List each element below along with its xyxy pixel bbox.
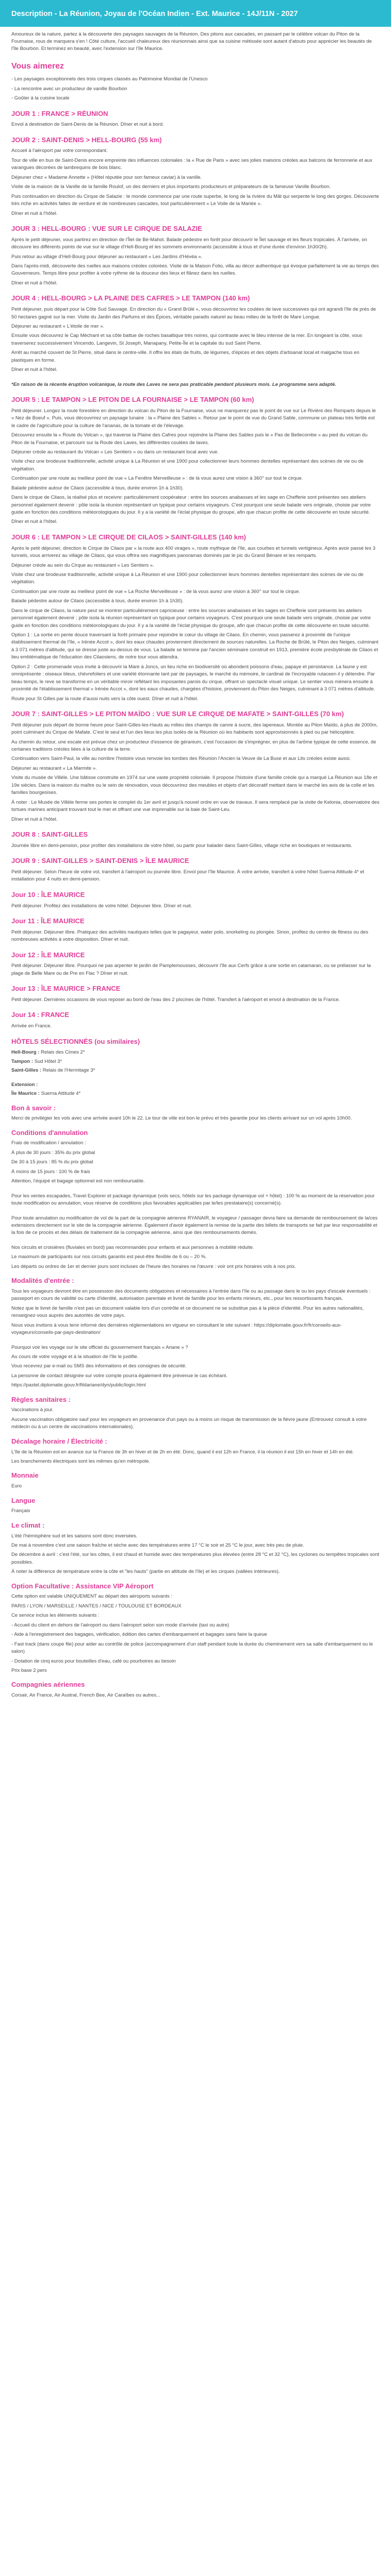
day-paragraph: Dîner et nuit à l'hôtel. [11,210,58,216]
hotels-list [11,1049,380,1097]
day-paragraph: Puis retour au village d'Hell-Bourg pour déjeuner au restaurant « Les Jardins d'Hévéa ». [11,253,203,260]
day-title: JOUR 6 : LE TAMPON > LE CIRQUE DE CILAOS > SAINT-GILLES (140 km) [11,533,246,541]
climat-text: De décembre à avril : c'est l'été, sur les côtes, il est chaud et humide avec des températures plus élevées (entre 28 °C et 32 °C), les cyclones ou tempêtes tropicales sont possibles. [11,1552,379,1565]
climat-text: L'été l'hémisphère sud et les saisons sont donc inversées. [11,1533,138,1539]
day-paragraph: Ensuite vous découvrez le Cap Méchant et sa côte battue de roches basaltique très noires, qui contraste avec le bleu intense de la mer. En longeant la côte, vous traverserez successivement Vincendo, Langevin, St Joseph, Manapany, Petite-Île et la capitale du sud Saint Pierre. [11,333,363,346]
bon-a-savoir-text: Merci de privilégier les vols avec une arrivée avant 10h le 22. Le tour de ville est bon le prévu et très garantie pour les clients arrivant sur un vol après 10h00. [11,1115,352,1122]
conditions-text: À plus de 30 jours : 35% du prix global [11,1149,95,1156]
day-title: JOUR 4 : HELL-BOURG > LA PLAINE DES CAFRES > LE TAMPON (140 km) [11,294,250,302]
assistance-text: Cette option est valable UNIQUEMENT au départ des aéroports suivants : [11,1594,172,1600]
day-paragraph: Déjeuner au restaurant « La Marmite ». [11,765,97,771]
day-paragraph: Petit déjeuner. Selon l'heure de votre vol, transfert à l'aéroport ou journée libre. Envol pour l'île Maurice. À votre arrivée, transfert à votre hôtel Suerna Attitude 4* et installation pour 4 nuits en demi-pension. [11,869,365,883]
day-paragraph: Petit déjeuner. Profitez des installations de votre hôtel. Déjeuner libre. Dîner et nuit. [11,903,192,909]
intro-text: Amoureux de la nature, partez à la découverte des paysages sauvages de la Réunion. Des pitons aux cascades, en passant par le célèbre volcan du Piton de la Fournaise, rous de marquera s'en ! Côté culture, l'accueil chaleureux des réunionnais ainsi que sa cuisine métissée sont autant d'atouts pour apprécier les beautés de l'île Bourbon. Et terminez en beauté, avec l'extension sur l'île Maurice. [11,31,372,52]
page-title: Description - La Réunion, Joyau de l'Océan Indien - Ext. Maurice - 14J/11N - 2027 [11,10,298,18]
day-paragraph: Dans le cirque de Cilaos, la nature peut se montrer particulièrement capricieuse : entre les sources anabasses et les sages en Chefferie sont présents les ateliers personnel également devenir ; pôle isola la réunion représentant un typique pour certains voyageurs. C'est pourquoi une seule balade vers originale, choisie par votre guide en fonction des conditions météorologiques du jour. Il y a la variété de l'éclat physique du groupe, afin que chacun profite de cette découverte en toute sécurité. [11,607,371,629]
conditions-text: Les départs ou ordres de 1er et dernier jours sont incluses de l'heure des horaires ne l'œuvre : voir ont prix horaires vols à nos prix. [11,1263,296,1269]
day-paragraph: Dîner et nuit à l'hôtel. [11,519,58,525]
day-paragraph: Petit déjeuner. Déjeuner libre. Pratiquez des activités nautiques telles que le pagayeur, water polo, snorkeling ou plongée. Sinon, profitez du centre de fitness ou des nombreuses activités à votre disposition. Dîner et nuit. [11,929,368,943]
climat-text: À noter la différence de température entre la côte et "les hauts" (partie en altitude de l'île) et les cirques (vallées intérieures). [11,1569,280,1575]
hotel-line: Île Maurice : Suerna Attitude 4* [11,1091,81,1097]
formalites-text: https://pastel.diplomatie.gouv.fr/fildariane/dyn/public/login.html [11,1382,146,1388]
day-paragraph: Découvrez ensuite la « Route du Volcan », qui traverse la Plaine des Cafres pour rejoindre la Plaine des Sables puis le « Pas de Bellecombe » au pied du volcan du Piton de la Fournaise, et parcourir sur la Route des Laves, les différentes coulées de laves. [11,432,368,446]
loves-list [11,76,380,102]
day-title: JOUR 7 : SAINT-GILLES > LE PITON MAÏDO : VUE SUR LE CIRQUE DE MAFATE > SAINT-GILLES (70 km) [11,709,344,718]
monnaie-title: Monnaie [11,1471,39,1480]
conditions-text: Le maximum de participants sur nos circuits garantis est peut-être flexible de 6 ou – 20 %. [11,1254,207,1260]
sanitaires-text: Aucune vaccination obligatoire sauf pour les voyageurs en provenance d'un pays ou à moins un risque de transmission de la fièvre jaune (Entrouvez consult à votre médecin ou à un centre de vaccinations internationales). [11,1416,367,1430]
day-paragraph: Journée libre en demi-pension, pour profiter des installations de votre hôtel, ou partir pour balader dans Saint-Gilles, village riche en boutiques et restaurants. [11,842,353,849]
assistance-text: - Aide à l'enregistrement des bagages, vérification, édition des cartes d'embarquement et bagages sans faire la queue [11,1632,267,1638]
day-title: Jour 14 : FRANCE [11,1011,69,1019]
conditions-text: Pour les ventes escapades, Travel Explorer et package dynamique (vols secs, hôtels sur les package dynamique vol + hôtel) : 100 % au moment de la réservation pour toute modification ou annulation, vous réserve de conditions plus favorables applicables par le/les prestataire(s) concerné(s). [11,1193,375,1207]
assistance-text: Prix base 2 pers [11,1667,47,1673]
climat-title: Le climat : [11,1521,45,1529]
decalage-text: Les branchements électriques sont les mêmes qu'en métropole. [11,1458,151,1464]
eruption-note: *En raison de la récente éruption volcanique, la route des Laves ne sera pas praticable pendant plusieurs mois. Le programme sera adapté. [11,381,336,387]
day-paragraph: Dîner et nuit à l'hôtel. [11,367,58,373]
day-paragraph: Arrivée en France. [11,1023,52,1029]
day-paragraph: Petit déjeuner puis départ de bonne heure pour Saint-Gilles-les-Hauts au milieu des champs de canne à sucre, des lapereaux. Montée au Piton Maïdo, à plus de 2000m, point culminant du Cirque de Mafate. C'est le seul et l'un des lieux les plus isolés de la Réunion où les habitants sont approvisionnés à pied ou par hélicoptère. [11,722,378,736]
day-paragraph: Dans le cirque de Cilaos, la réalisé plus et receivre: particulièrement coopérateur : entre les sources anabasses et les sage en Chefferie sont présentes ses ateliers personnel également devenir : pôle isola la réunion représentant un typique pour certains voyageurs. C'est pourquoi une seule balade vers originale, choisie par votre guide en fonction des conditions météorologiques du jour. Il y a la variété de l'éclat physique du groupe, afin que chacun profite de cette découverte en toute sécurité. [11,495,371,515]
assistance-text: - Dotation de cinq euros pour bouteilles d'eau, café ou pourboires au besoin [11,1658,176,1664]
climat-text: De mai à novembre c'est une saison fraîche et sèche avec des températures entre 17 °C le soir et 25 °C le jour, avec très peu de pluie. [11,1542,304,1548]
conditions-text: À moins de 15 jours : 100 % de frais [11,1168,90,1175]
day-paragraph: Déjeuner créole au restaurant du Volcan « Les Sentiers » ou dans un restaurant local avec vue. [11,449,219,455]
day-paragraph: Après le petit déjeuner, vous partirez en direction de l'Îlet de Bé-Mahot. Balade pédestre en forêt pour découvrir le Îlet sauvage et les fleurs tropicales. À l'arrivée, on découvre les différents points de vue sur le village d'Hell-Bourg et les sommets environnants (accessible à tous et d'une durée d'environ 1h30/2h). [11,236,367,250]
day-paragraph: Puis continuation en direction du Cirque de Salazie : le monde commence par une route superbe, le long de la rivière du Mât qui serpente le long des gorges. Découverte très riche en activités faites de verdure et de nombreuses cascades, tout particulièrement « Le Voile de la Mariée ». [11,193,379,207]
day-title: JOUR 3 : HELL-BOURG : VUE SUR LE CIRQUE DE SALAZIE [11,224,202,232]
day-paragraph: Continuation par une route au meilleur point de vue « La Roche Merveilleuse » : de là vous aurez une vision à 360° sur tout le cirque. [11,588,300,595]
day-paragraph: Option 2 : Cette promenade vous invite à découvrir la Mare à Joncs, un lieu riche en biodiversité où abondent poissons d'eau, papaye et persistance. La faune y est omniprésente : oiseaux bleus, chèvrefoliers et une variété étonnante tant par de paysages, le marché du mémoire, le cardinal de l'incroyable rutaceen il y détendre. Par beau temps, le reve se transforme en un véritable miroir reflétant les imposantes parois du cirque, offrant un spectacle visuel unique. Le sentier vous mènera ensuite à proximité de l'établissement thermal « Irénée Accot », dont les eaux chaudes, chargées d'histoire, proviennent du Piton des Neiges, culminant à 3 071 mètres d'altitude. [11,664,376,692]
day-paragraph: Petit déjeuner. Longez la route forestière en direction du volcan du Piton de la Fournaise, vous ne manquerez pas le point de vue sur Le Rivière des Remparts depuis le « Nez de Boeuf ». Puis, vous découvrirez un paysage lunaire : la « Plaine des Sables ». Retour par le point de vue du Grand Sable, commune un plateau très fertile est le cadre de l'agriculture pour la culture de l'ananas, de la tomate et de l'élevage. [11,408,376,429]
formalites-text: La personne de contact désignée sur votre compte pourra également être prévenue le cas échéant. [11,1372,227,1379]
day-paragraph: Visite chez une brodeuse traditionnelle, activité unique à La Réunion et une 1900 pour collectionner leurs hommes dentelles représentant des scènes de vie ou de végétation. [11,571,364,585]
loves-title: Vous aimerez [11,61,64,71]
day-paragraph: Visite chez une brodeuse traditionnelle, activité unique à La Réunion et une 1900 pour collectionner leurs hommes dentelles représentant des scènes de vie ou de végétation. [11,459,364,472]
day-paragraph: Balade pédestre autour de Cilaos (accessible à tous, durée environ 1h à 1h30). [11,485,184,491]
day-paragraph: Déjeuner chez « Madame Annette » (Hôtel réputée pour son fameux caviar) à la vanille. [11,174,202,180]
formalites-text: Au cours de votre voyage et à la situation de l'île le justifie. [11,1353,139,1360]
loves-item: - La rencontre avec un producteur de vanille Bourbon [11,86,127,92]
day-paragraph: Balade pédestre autour de Cilaos (accessible à tous, durée environ 1h à 1h30). [11,598,184,604]
formalites-text: Nous vous invitons à vous tenir informé des dernières réglementations en vigueur en consultant le site suivant : https://diplomatie.gouv.fr/fr/conseils-aux-voyageurs/conseils-par-pays-destination/ [11,1322,342,1336]
day-paragraph: Visite du musée de Villèle. Une bâtisse construite en 1974 sur une vaste propriété coloniale. Il propose l'histoire d'une famille créole qui a marqué La Réunion aux 18e et 19e siècles. Dans la maison du maître ou le sein de rénovation, vous découvrirez des meubles et objets d'art décoratif mettant dans le marché les avis de la colle et les familles bourgeoises. [11,775,378,796]
day-paragraph: Dîner et nuit à l'hôtel. [11,280,58,286]
page-title-banner [0,0,391,27]
day-paragraph: Dîner et nuit à l'hôtel. [11,816,58,822]
assistance-text: Ce service inclus les éléments suivants : [11,1613,100,1619]
conditions-title: Conditions d'annulation [11,1128,88,1137]
day-title: Jour 12 : ÎLE MAURICE [11,951,85,959]
formalites-text: Notez que le livret de famille n'est pas un document valable lors d'un contrôle et ce document ne se substitue pas à la pièce d'identité. Pour les autres nationalités, renseignez-vous auprès des autorités de votre pays. [11,1305,364,1319]
hotels-title: HÔTELS SÉLECTIONNÉS (ou similaires) [11,1037,140,1045]
day-paragraph: Petit déjeuner. Dernières occasions de vous reposer au bord de l'eau des 2 piscines de l'hôtel. Transfert à l'aéroport et envol à destination de la France. [11,996,340,1003]
decalage-text: L'île de la Réunion est en avance sur la France de 3h en hiver et de 2h en été. Donc, quand il est 12h en France, il la réunion il est 15h en hiver et 14h en été. [11,1449,354,1455]
day-paragraph: Déjeuner créole au sein du Cirque au restaurant « Les Sentiers ». [11,562,154,568]
day-title: Jour 13 : ÎLE MAURICE > FRANCE [11,985,121,993]
day-paragraph: Envol à destination de Saint-Denis de la Réunion. Dîner et nuit à bord. [11,122,164,128]
conditions-text: Attention, l'équipé et bagage optionnel est non remboursable. [11,1178,145,1184]
day-paragraph: Au chemin du retour, une escale est prévue chez un producteur d'essence de géranium, c'est l'occasion de s'imprégner, en plus de l'arôme typique de cette essence, de certaines traditions créoles liées à la culture de la terre. [11,739,377,752]
formalites-text: Tous les voyageurs devront être en possession des documents obligatoires et nécessaires à l'entrée dans l'île ou au passage dans le ou les pays d'escale éventuels : passeport en cours de validité ou carte d'identité, autorisation parentale et livret de famille pour les enfants mineurs, etc., pour les ressortissants français. [11,1288,371,1302]
day-paragraph: À noter : Le Musée de Villèle ferme ses portes le complet du 1er avril et jusqu'à nouvel ordre en vue de travaux. Il sera remplacé par la visite de Kelonia, observatoire des tortues marines anticipant trouvant tout le mer et offrant une vue imprenable sur la baie de Saint-Leu. [11,799,380,813]
decalage-title: Décalage horaire / Électricité : [11,1437,107,1445]
conditions-text: Nos circuits et croisières (fluviales en bord) pas recommandés pour enfants et aux personnes à mobilité réduite. [11,1244,254,1250]
compagnies-text: Corsair, Air France, Air Austral, French Bee, Air Caraïbes ou autres... [11,1692,160,1699]
day-title: Jour 10 : ÎLE MAURICE [11,890,85,899]
main-content [0,27,391,1717]
langue-text: Français [11,1508,30,1514]
conditions-text: Pour toute annulation ou modification de vol de la part de la compagnie aérienne RYANAIR, le voyageur / passager devra faire sa demande de remboursement de la/ces extensions directement sur le site de la compagnie aérienne. Egalement d'avoir également la remise de la partie des billets de transports se fait par leur responsabilité et la fois de ce procès et des délais de traitement de la compagnie aérienne, ainsi que des remboursements demés. [11,1215,378,1236]
loves-item: - Goûter à la cuisine locale [11,95,70,101]
day-title: JOUR 8 : SAINT-GILLES [11,830,88,838]
langue-title: Langue [11,1496,36,1504]
assistance-text: - Accueil du client en dehors de l'aéroport ou dans l'aéroport selon son mode d'arrivée (taxi ou autre) [11,1622,230,1628]
day-paragraph: Visite de la maison de la Vanille de la famille Roulof, un des derniers et plus importants producteurs et préparateurs de la fameuse Vanille Bourbon. [11,184,331,190]
day-paragraph: Tour de ville en bus de Saint-Denis encore empreinte des influences coloniales : la « Rue de Paris » avec ses jolies maisons créoles aux balcons de ferronnerie et aux varangues décorées de lambrequins de bois blanc. [11,157,372,171]
assistance-text: - Fast track (dans coupe file) pour aider au contrôle de police (accompagnement d'un staff pendant toute la durée du cheminement vers sa salle d'embarquement ou le salon) [11,1641,373,1655]
hotel-line: Hell-Bourg : Relais des Cimes 2* [11,1049,85,1056]
days-section-2 [11,395,380,1030]
conditions-text: De 30 à 15 jours : 85 % du prix global [11,1159,93,1165]
day-paragraph: Petit déjeuner. Déjeuner libre. Pourquoi ne pas arpenter le jardin de Pamplemousses, découvrir l'île aux Cerfs grâce à une sortie en catamaran, ou se prélasser sur la plage de Belle Mare ou de Pre en Flac ? Dîner et nuit. [11,963,371,976]
day-paragraph: Continuation par une route au meilleur point de vue « La Fenêtre Merveilleuse » : de là vous aurez une vision à 360° sur tout le cirque. [11,476,303,482]
hotel-line: Tampon : Sud Hôtel 3* [11,1058,62,1064]
sanitaires-title: Règles sanitaires : [11,1395,71,1403]
day-paragraph: Déjeuner au restaurant « L'étoile de mer ». [11,323,105,329]
day-paragraph: Arrêt au marché couvert de St Pierre, situé dans le centre-ville. Il offre les étals de fruits, de légumes, d'épices et des objets d'artisanat local et malgache tous en plastiques en forme. [11,350,360,363]
day-title: JOUR 5 : LE TAMPON > LE PITON DE LA FOURNAISE > LE TAMPON (60 km) [11,396,254,403]
day-title: Jour 11 : ÎLE MAURICE [11,917,85,925]
assistance-text: PARIS / LYON / MARSEILLE / NANTES / NICE / TOULOUSE ET BORDEAUX [11,1603,182,1609]
formalites-text: Pourquoi voir les voyage sur le site officiel du gouvernement français « Ariane » ? [11,1344,188,1350]
day-paragraph: Petit déjeuner, puis départ pour la Côte Sud Sauvage. En direction du « Grand Brûlé », vous découvrirez les coulées de lave successives qui ont agrandi l'île de près de 50 hectares gagné sur la mer. Visite du Jardin des Parfums et des Épices, véritable paradis naturel au beau milieu de la forêt de Mare Longue. [11,307,376,320]
day-title: JOUR 9 : SAINT-GILLES > SAINT-DENIS > ÎLE MAURICE [11,857,189,865]
extension-label: Extension : [11,1081,38,1088]
day-paragraph: Après le petit déjeuner, direction le Cirque de Cilaos par « la route aux 400 virages », route mythique de l'île, aux courbes et tunnels vertigineux. Après avoir passé les 3 tunnels, vous arriverez au village de Cilaos, qui vous offrira ses magnifiques panoramas dominés par le pic du Grand Bénare et les remparts. [11,545,376,559]
days-section-1 [11,109,380,374]
formalites-title: Modalités d'entrée : [11,1277,74,1285]
day-paragraph: Option 1 : La sortie en pente douce traversant la forêt primaire pour rejoindre le cœur du village de Cilaos. En chemin, vous passerez à proximité de l'unique établissement thermal de l'île, « Irénée Accot », dont les eaux chaudes proviennent directement de sources naturelles. La Roche de Brûlé, le Piton des Neiges, culminant à 3 071 mètres d'altitude, qui se dresse juste au-dessus de vous. La balade se termine par l'ancien séminaire construit en 1913, première école presbytérale de Cilaos et lieu emblématique de l'éducation des Cilaosiens, de notre tour vous attendra. [11,632,379,660]
day-paragraph: Dans l'après-midi, découverte des ruelles aux maisons créoles colorées. Visite de la Maison Folio, villa au décor authentique qui évoque parfaitement la vie au temps des Gouverneurs. Temps libre pour profiter à votre rythme de la douceur des lieux et flânez dans les ruelles. [11,263,379,277]
conditions-text: Frais de modification / annulation : [11,1140,86,1146]
day-paragraph: Route pour St Gilles par la route d'aussi nuits vers la côte ouest. Dîner et nuit à l'hôtel. [11,696,199,702]
loves-item: - Les paysages exceptionnels des trois cirques classés au Patrimoine Mondial de l'Unesco [11,76,208,82]
hotel-line: Saint-Gilles : Relais de l'Hermitage 3* [11,1067,95,1074]
day-paragraph: Accueil à l'aéroport par votre correspondant. [11,148,108,154]
day-paragraph: Continuation vers Saint-Paul, la ville au nombre l'histoire vous renvoie les tombes des Réunion l'Ancien la Veuve de La Buse et aux Lits créoles existe aussi. [11,756,351,762]
monnaie-text: Euro [11,1483,22,1489]
day-title: JOUR 2 : SAINT-DENIS > HELL-BOURG (55 km) [11,135,162,144]
sanitaires-text: Vaccinations à jour. [11,1407,54,1413]
compagnies-title: Compagnies aériennes [11,1681,85,1689]
day-title: JOUR 1 : FRANCE > RÉUNION [11,109,108,117]
assistance-title: Option Facultative : Assistance VIP Aéroport [11,1582,154,1590]
bon-a-savoir-title: Bon à savoir : [11,1104,56,1112]
formalites-text: Vous recevrez par e-mail ou SMS des informations et des consignes de sécurité. [11,1363,187,1369]
